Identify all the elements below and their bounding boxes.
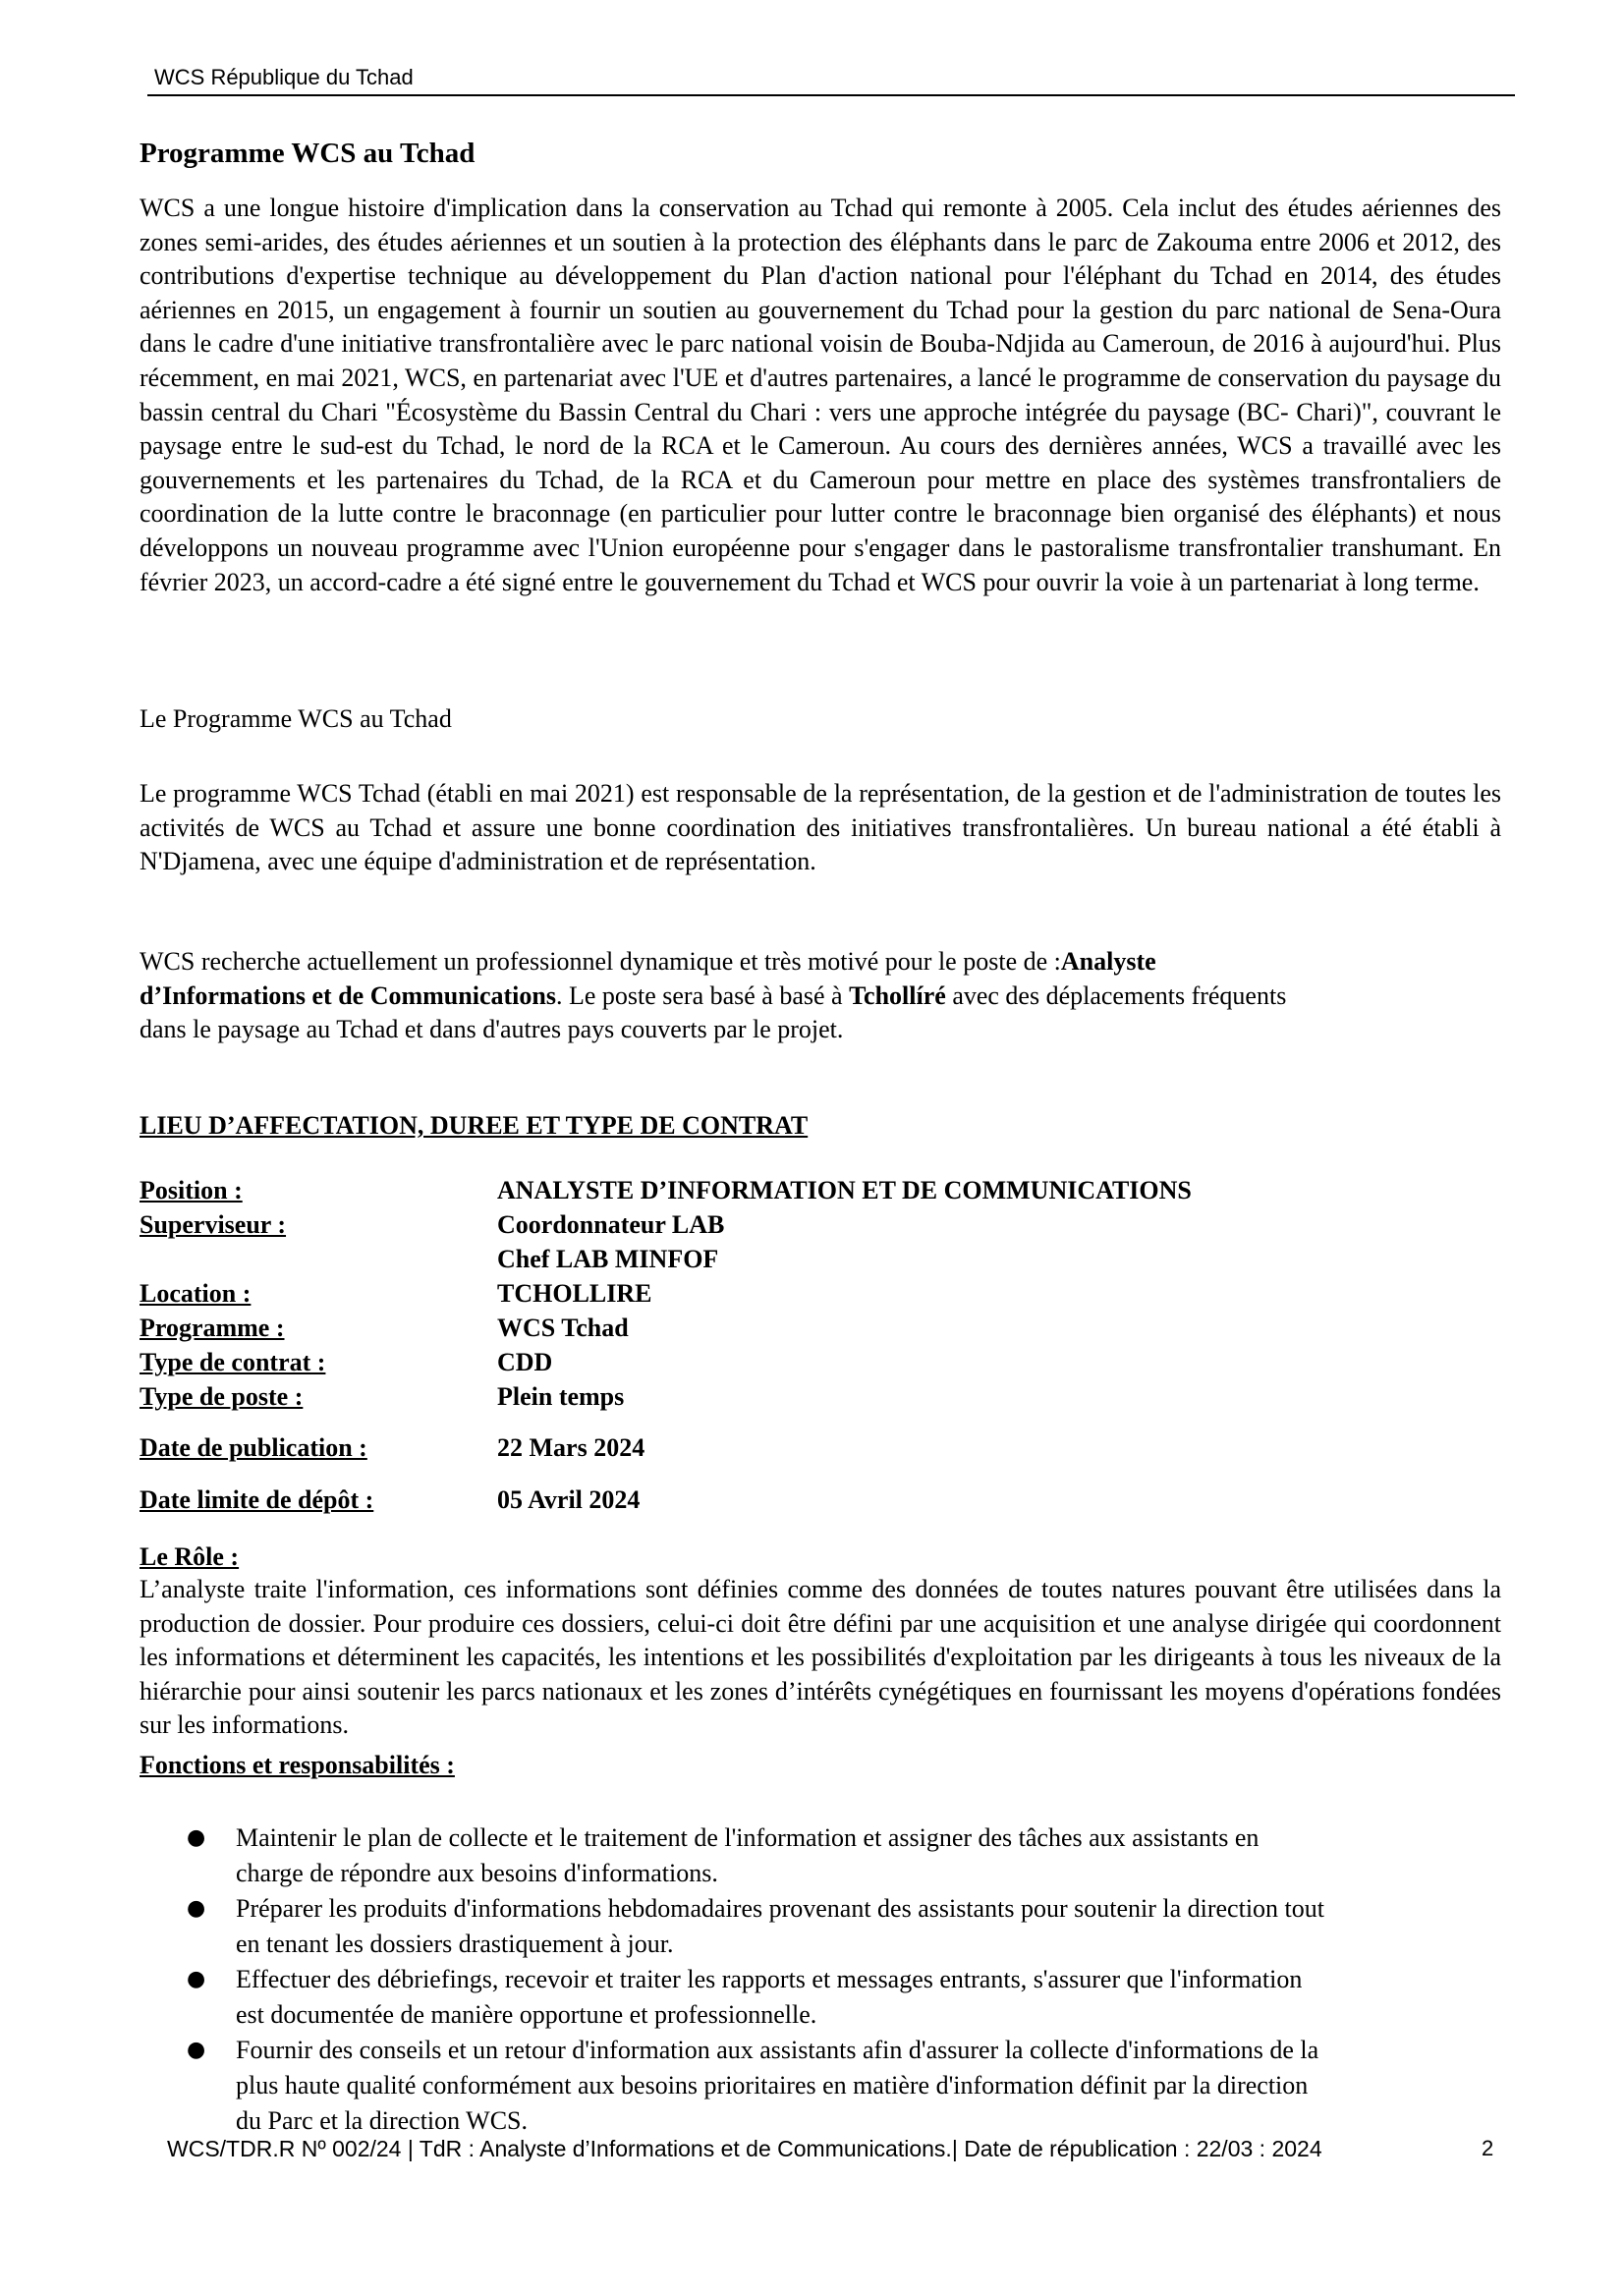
detail-label: Date limite de dépôt : [140,1485,374,1514]
recruitment-suffix: avec des déplacements fréquents [945,980,1287,1010]
recruitment-line-1 [140,945,1501,980]
role-title: Le Rôle : [140,1542,240,1571]
role-paragraph: L’analyste traite l'information, ces informations sont définies comme des données de toutes natures pouvant être utilisées dans la production de dossier. Pour produire ces dossiers, celui-ci doit être défini par une acquisition et une analyse dirigée qui coordonnent les informations et déterminent les capacités, les intentions et les possibilités d'exploitation par les dirigeants à tous les niveaux de la hiérarchie pour ainsi soutenir les parcs nationaux et les zones d’intérêts cynégétiques en fournissant les moyens d'opérations fondées sur les informations. [140,1575,1501,1740]
detail-label: Type de poste : [140,1382,304,1411]
list-item-text: Fournir des conseils et un retour d'information aux assistants afin d'assurer la collecte d'informations de la plus haute qualité conformément aux besoins prioritaires en matière d'information définit par la direction du Parc et la direction WCS. [236,2036,1319,2135]
job-location: Tchollíré [849,980,946,1010]
bullet-icon: ● [187,1967,206,1991]
job-title-part-1: Analyste [1060,947,1156,976]
detail-label: Position : [140,1176,243,1204]
detail-value: Chef LAB MINFOF [497,1245,719,1273]
detail-label: Location : [140,1279,252,1308]
bullet-icon: ● [187,2038,206,2062]
list-item [187,1962,1501,2033]
section-title: Programme WCS au Tchad [140,138,476,169]
responsibilities-list [187,1820,1501,2139]
detail-label: Superviseur : [140,1210,287,1239]
detail-value: CDD [497,1348,553,1376]
detail-label: Date de publication : [140,1433,367,1462]
list-item [187,1891,1501,1962]
recruitment-prefix: WCS recherche actuellement un professionnel dynamique et très motivé pour le poste de : [140,947,1061,976]
detail-value: WCS Tchad [497,1314,629,1342]
recruitment-line-2 [140,980,1501,1014]
list-item [187,1820,1501,1891]
recruitment-line-3: dans le paysage au Tchad et dans d'autres pays couverts par le projet. [140,1015,844,1044]
lieu-title: LIEU D’AFFECTATION, DUREE ET TYPE DE CONTRAT [140,1111,809,1140]
bullet-icon: ● [187,1896,206,1921]
intro-subheading: Le Programme WCS au Tchad [140,704,452,733]
list-item-text: Maintenir le plan de collecte et le traitement de l'information et assigner des tâches aux assistants en charge de répondre aux besoins d'informations. [236,1823,1260,1887]
list-item [187,2033,1501,2139]
detail-value: 05 Avril 2024 [497,1485,641,1514]
detail-label: Type de contrat : [140,1348,326,1376]
detail-value: TCHOLLIRE [497,1279,652,1308]
page-number: 2 [1482,2136,1494,2160]
detail-value: Plein temps [497,1382,625,1411]
bullet-icon: ● [187,1825,206,1850]
detail-value: 22 Mars 2024 [497,1433,645,1462]
list-item-text: Préparer les produits d'informations hebdomadaires provenant des assistants pour soutenir la direction tout en tenant les dossiers drastiquement à jour. [236,1894,1324,1958]
job-title-part-2: d’Informations et de Communications [140,980,556,1010]
detail-value: Coordonnateur LAB [497,1210,725,1239]
program-paragraph: Le programme WCS Tchad (établi en mai 2021) est responsable de la représentation, de la gestion et de l'administration de toutes les activités de WCS au Tchad et assure une bonne coordination des initiatives transfrontalières. Un bureau national a été établi à N'Djamena, avec une équipe d'administration et de représentation. [140,779,1501,876]
recruitment-mid: . Le poste sera basé à basé à [555,980,850,1010]
list-item-text: Effectuer des débriefings, recevoir et traiter les rapports et messages entrants, s'assurer que l'information est documentée de manière opportune et professionnelle. [236,1965,1303,2029]
page-header: WCS République du Tchad [154,65,414,89]
detail-label: Programme : [140,1314,285,1342]
detail-value: ANALYSTE D’INFORMATION ET DE COMMUNICATIONS [497,1176,1192,1204]
header-divider [147,94,1515,96]
recruitment-paragraph [140,945,1501,1047]
fonctions-title: Fonctions et responsabilités : [140,1751,455,1779]
intro-paragraph: WCS a une longue histoire d'implication dans la conservation au Tchad qui remonte à 2005. Cela inclut des études aériennes des zones semi-arides, des études aériennes et un soutien à la protection des éléphants dans le parc de Zakouma entre 2006 et 2012, des contributions d'expertise technique au développement du Plan d'action national pour l'éléphant du Tchad en 2014, des études aériennes en 2015, un engagement à fournir un soutien au gouvernement du Tchad pour la gestion du parc national de Sena-Oura dans le cadre d'une initiative transfrontalière avec le parc national voisin de Bouba-Ndjida au Cameroun, de 2016 à aujourd'hui. Plus récemment, en mai 2021, WCS, en partenariat avec l'UE et d'autres partenaires, a lancé le programme de conservation du paysage du bassin central du Chari "Écosystème du Bassin Central du Chari : vers une approche intégrée du paysage (BC- Chari)", couvrant le paysage entre le sud-est du Tchad, le nord de la RCA et le Cameroun. Au cours des dernières années, WCS a travaillé avec les gouvernements et les partenaires du Tchad, de la RCA et du Cameroun pour mettre en place des systèmes transfrontaliers de coordination de la lutte contre le braconnage (en particulier pour lutter contre le braconnage bien organisé des éléphants) et nous développons un nouveau programme avec l'Union européenne pour s'engager dans le pastoralisme transfrontalier transhumant. En février 2023, un accord-cadre a été signé entre le gouvernement du Tchad et WCS pour ouvrir la voie à un partenariat à long terme. [140,194,1501,596]
page-footer: WCS/TDR.R Nº 002/24 | TdR : Analyste d’Informations et de Communications.| Date de républication : 22/03 : 2024 [167,2136,1322,2161]
